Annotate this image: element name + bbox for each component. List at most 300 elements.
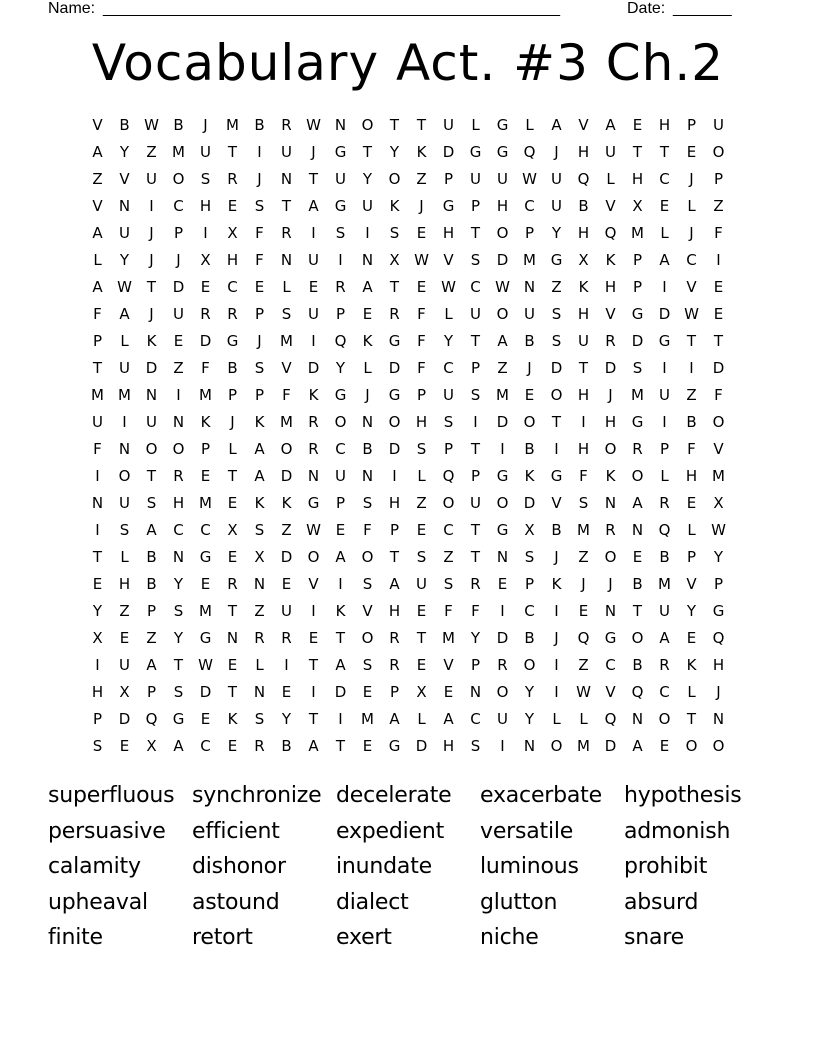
grid-letter: W bbox=[198, 656, 213, 674]
grid-letter: G bbox=[226, 332, 239, 350]
grid-letter: T bbox=[362, 143, 373, 161]
grid-letter: U bbox=[119, 359, 130, 377]
grid-letter: D bbox=[199, 332, 212, 350]
grid-letter: H bbox=[388, 602, 401, 620]
grid-letter: E bbox=[416, 224, 427, 242]
grid-letter: I bbox=[716, 251, 721, 269]
grid-letter: B bbox=[524, 629, 535, 647]
grid-letter: Y bbox=[713, 548, 724, 566]
word-bank-item: glutton bbox=[480, 889, 558, 915]
grid-letter: Y bbox=[173, 629, 184, 647]
grid-letter: J bbox=[689, 170, 694, 188]
word-bank-item: expedient bbox=[336, 818, 445, 844]
grid-letter: Z bbox=[497, 359, 508, 377]
grid-letter: R bbox=[335, 278, 346, 296]
grid-letter: N bbox=[712, 710, 725, 728]
grid-letter: B bbox=[119, 116, 130, 134]
grid-letter: G bbox=[199, 548, 212, 566]
grid-letter: C bbox=[470, 278, 481, 296]
word-bank-item: inundate bbox=[336, 854, 432, 879]
grid-letter: K bbox=[389, 197, 400, 215]
grid-letter: U bbox=[470, 170, 481, 188]
word-bank-item: superfluous bbox=[48, 783, 175, 808]
grid-letter: T bbox=[146, 278, 157, 296]
grid-letter: Y bbox=[362, 170, 373, 188]
grid-letter: E bbox=[92, 575, 103, 593]
grid-letter: O bbox=[658, 710, 671, 728]
grid-letter: U bbox=[470, 494, 481, 512]
grid-letter: Q bbox=[145, 710, 158, 728]
grid-letter: R bbox=[308, 440, 319, 458]
grid-letter: U bbox=[281, 143, 292, 161]
grid-letter: O bbox=[712, 413, 725, 431]
name-label: Name: bbox=[48, 0, 96, 17]
grid-letter: U bbox=[92, 413, 103, 431]
grid-letter: J bbox=[527, 359, 532, 377]
grid-letter: Y bbox=[335, 359, 346, 377]
grid-letter: A bbox=[659, 629, 670, 647]
grid-letter: I bbox=[365, 224, 370, 242]
grid-letter: J bbox=[554, 629, 559, 647]
grid-letter: H bbox=[712, 656, 725, 674]
grid-letter: T bbox=[308, 170, 319, 188]
grid-letter: V bbox=[578, 116, 589, 134]
grid-letter: A bbox=[308, 737, 319, 755]
grid-letter: D bbox=[604, 737, 617, 755]
grid-letter: W bbox=[711, 521, 726, 539]
grid-letter: T bbox=[92, 359, 103, 377]
grid-letter: B bbox=[524, 440, 535, 458]
grid-letter: C bbox=[173, 197, 184, 215]
grid-letter: P bbox=[416, 386, 427, 404]
grid-letter: P bbox=[659, 440, 670, 458]
grid-letter: D bbox=[199, 683, 212, 701]
grid-letter: T bbox=[578, 359, 589, 377]
grid-letter: G bbox=[307, 494, 320, 512]
grid-letter: R bbox=[497, 656, 508, 674]
grid-letter: Y bbox=[524, 683, 535, 701]
grid-letter: E bbox=[416, 521, 427, 539]
grid-row bbox=[84, 382, 732, 409]
grid-letter: N bbox=[631, 521, 644, 539]
grid-letter: P bbox=[470, 197, 481, 215]
grid-letter: P bbox=[92, 710, 103, 728]
grid-letter: S bbox=[524, 548, 535, 566]
grid-letter: M bbox=[199, 602, 212, 620]
grid-letter: Y bbox=[119, 251, 130, 269]
grid-letter: R bbox=[389, 629, 400, 647]
grid-letter: N bbox=[523, 278, 536, 296]
grid-letter: H bbox=[577, 224, 590, 242]
grid-letter: S bbox=[173, 602, 184, 620]
grid-letter: A bbox=[659, 251, 670, 269]
grid-letter: A bbox=[92, 278, 103, 296]
word-bank-item: finite bbox=[48, 925, 103, 950]
grid-letter: E bbox=[659, 197, 670, 215]
grid-letter: E bbox=[227, 737, 238, 755]
page-title: Vocabulary Act. #3 Ch.2 bbox=[91, 34, 725, 92]
grid-letter: T bbox=[389, 116, 400, 134]
grid-letter: P bbox=[470, 467, 481, 485]
grid-letter: U bbox=[119, 494, 130, 512]
grid-letter: R bbox=[605, 521, 616, 539]
grid-letter: K bbox=[200, 413, 211, 431]
word-bank-item: hypothesis bbox=[624, 783, 742, 808]
grid-letter: E bbox=[686, 494, 697, 512]
grid-letter: M bbox=[496, 386, 509, 404]
grid-letter: O bbox=[361, 629, 374, 647]
grid-letter: C bbox=[686, 251, 697, 269]
grid-letter: T bbox=[227, 143, 238, 161]
grid-letter: E bbox=[200, 278, 211, 296]
grid-letter: J bbox=[149, 224, 154, 242]
grid-letter: J bbox=[608, 386, 613, 404]
grid-letter: D bbox=[145, 359, 158, 377]
grid-letter: Z bbox=[173, 359, 184, 377]
grid-letter: N bbox=[253, 575, 266, 593]
grid-letter: D bbox=[550, 359, 563, 377]
grid-letter: D bbox=[658, 305, 671, 323]
grid-letter: Y bbox=[281, 710, 292, 728]
grid-letter: K bbox=[605, 467, 616, 485]
grid-letter: F bbox=[579, 467, 588, 485]
grid-letter: J bbox=[257, 170, 262, 188]
grid-letter: B bbox=[254, 116, 265, 134]
grid-letter: N bbox=[253, 683, 266, 701]
grid-letter: R bbox=[281, 116, 292, 134]
grid-letter: R bbox=[659, 494, 670, 512]
grid-letter: W bbox=[117, 278, 132, 296]
grid-letter: U bbox=[443, 386, 454, 404]
grid-letter: P bbox=[713, 575, 724, 593]
grid-letter: S bbox=[416, 548, 427, 566]
grid-row bbox=[84, 679, 732, 706]
grid-letter: I bbox=[662, 278, 667, 296]
grid-letter: I bbox=[500, 602, 505, 620]
grid-row bbox=[84, 625, 732, 652]
grid-letter: X bbox=[713, 494, 724, 512]
grid-letter: U bbox=[119, 224, 130, 242]
grid-letter: C bbox=[605, 656, 616, 674]
grid-letter: D bbox=[496, 629, 509, 647]
grid-letter: M bbox=[199, 386, 212, 404]
grid-letter: Y bbox=[470, 629, 481, 647]
grid-letter: O bbox=[334, 413, 347, 431]
grid-letter: T bbox=[92, 548, 103, 566]
grid-letter: D bbox=[712, 359, 725, 377]
grid-letter: L bbox=[552, 710, 561, 728]
grid-letter: D bbox=[172, 278, 185, 296]
grid-letter: K bbox=[227, 710, 238, 728]
grid-letter: K bbox=[578, 278, 589, 296]
grid-letter: L bbox=[417, 710, 426, 728]
grid-letter: I bbox=[284, 656, 289, 674]
grid-letter: N bbox=[604, 602, 617, 620]
grid-letter: T bbox=[308, 710, 319, 728]
grid-letter: B bbox=[686, 413, 697, 431]
grid-letter: K bbox=[254, 494, 265, 512]
grid-letter: T bbox=[470, 332, 481, 350]
grid-letter: T bbox=[659, 143, 670, 161]
grid-letter: Q bbox=[577, 629, 590, 647]
grid-letter: S bbox=[632, 359, 643, 377]
grid-letter: Z bbox=[146, 143, 157, 161]
grid-letter: N bbox=[361, 413, 374, 431]
grid-letter: C bbox=[443, 359, 454, 377]
grid-letter: H bbox=[442, 737, 455, 755]
grid-letter: H bbox=[658, 116, 671, 134]
grid-letter: U bbox=[173, 305, 184, 323]
grid-letter: N bbox=[496, 548, 509, 566]
grid-letter: B bbox=[524, 332, 535, 350]
grid-letter: N bbox=[307, 467, 320, 485]
grid-letter: S bbox=[254, 197, 265, 215]
grid-letter: N bbox=[172, 548, 185, 566]
grid-letter: J bbox=[689, 224, 694, 242]
grid-letter: F bbox=[201, 359, 210, 377]
grid-row bbox=[84, 409, 732, 436]
grid-letter: H bbox=[685, 467, 698, 485]
grid-letter: G bbox=[334, 197, 347, 215]
grid-row bbox=[84, 517, 732, 544]
grid-letter: T bbox=[686, 710, 697, 728]
grid-letter: S bbox=[254, 359, 265, 377]
grid-letter: C bbox=[659, 683, 670, 701]
grid-letter: F bbox=[714, 224, 723, 242]
grid-letter: A bbox=[254, 440, 265, 458]
grid-letter: B bbox=[281, 737, 292, 755]
grid-letter: V bbox=[362, 602, 373, 620]
grid-letter: T bbox=[335, 737, 346, 755]
grid-letter: M bbox=[712, 467, 725, 485]
grid-letter: Q bbox=[523, 143, 536, 161]
grid-letter: R bbox=[227, 305, 238, 323]
grid-letter: J bbox=[149, 251, 154, 269]
grid-letter: L bbox=[228, 440, 237, 458]
word-bank-item: astound bbox=[192, 889, 280, 915]
grid-row bbox=[84, 220, 732, 247]
grid-letter: I bbox=[554, 656, 559, 674]
grid-letter: E bbox=[659, 737, 670, 755]
grid-letter: H bbox=[415, 413, 428, 431]
grid-letter: F bbox=[687, 440, 696, 458]
grid-letter: R bbox=[227, 575, 238, 593]
grid-letter: N bbox=[226, 629, 239, 647]
grid-row bbox=[84, 463, 732, 490]
grid-letter: H bbox=[388, 494, 401, 512]
grid-letter: H bbox=[226, 251, 239, 269]
grid-letter: F bbox=[444, 602, 453, 620]
grid-letter: O bbox=[442, 494, 455, 512]
grid-letter: P bbox=[443, 170, 454, 188]
grid-letter: F bbox=[282, 386, 291, 404]
grid-letter: F bbox=[417, 359, 426, 377]
grid-letter: G bbox=[469, 143, 482, 161]
grid-row bbox=[84, 706, 732, 733]
grid-letter: G bbox=[496, 116, 509, 134]
grid-letter: Y bbox=[686, 602, 697, 620]
grid-letter: D bbox=[496, 251, 509, 269]
grid-letter: Q bbox=[604, 224, 617, 242]
grid-letter: M bbox=[577, 521, 590, 539]
grid-letter: A bbox=[254, 467, 265, 485]
grid-letter: W bbox=[684, 305, 699, 323]
grid-letter: I bbox=[95, 467, 100, 485]
grid-letter: E bbox=[119, 629, 130, 647]
grid-letter: D bbox=[496, 413, 509, 431]
grid-letter: F bbox=[471, 602, 480, 620]
grid-letter: T bbox=[308, 656, 319, 674]
grid-letter: E bbox=[308, 629, 319, 647]
grid-letter: I bbox=[338, 251, 343, 269]
grid-letter: T bbox=[470, 440, 481, 458]
grid-letter: S bbox=[470, 251, 481, 269]
grid-letter: K bbox=[281, 494, 292, 512]
grid-row bbox=[84, 436, 732, 463]
grid-letter: Y bbox=[551, 224, 562, 242]
grid-letter: R bbox=[227, 170, 238, 188]
grid-letter: V bbox=[92, 116, 103, 134]
grid-letter: A bbox=[335, 656, 346, 674]
grid-letter: I bbox=[500, 440, 505, 458]
grid-letter: E bbox=[443, 683, 454, 701]
grid-letter: C bbox=[470, 710, 481, 728]
word-bank bbox=[48, 780, 768, 958]
grid-letter: B bbox=[146, 575, 157, 593]
grid-letter: X bbox=[578, 251, 589, 269]
grid-letter: P bbox=[173, 224, 184, 242]
grid-letter: S bbox=[362, 575, 373, 593]
date-blank-line: _______ bbox=[673, 0, 732, 17]
grid-letter: U bbox=[119, 656, 130, 674]
grid-letter: W bbox=[441, 278, 456, 296]
grid-letter: S bbox=[92, 737, 103, 755]
grid-letter: U bbox=[362, 197, 373, 215]
grid-letter: I bbox=[392, 467, 397, 485]
grid-letter: L bbox=[93, 251, 102, 269]
grid-letter: K bbox=[524, 467, 535, 485]
grid-letter: S bbox=[470, 737, 481, 755]
grid-letter: D bbox=[388, 359, 401, 377]
grid-letter: Z bbox=[92, 170, 103, 188]
grid-letter: T bbox=[470, 548, 481, 566]
grid-letter: E bbox=[254, 278, 265, 296]
grid-letter: I bbox=[662, 359, 667, 377]
grid-letter: D bbox=[388, 440, 401, 458]
grid-letter: J bbox=[554, 548, 559, 566]
grid-letter: X bbox=[254, 548, 265, 566]
word-bank-item: persuasive bbox=[48, 818, 166, 844]
grid-letter: E bbox=[335, 521, 346, 539]
grid-letter: P bbox=[200, 440, 211, 458]
grid-letter: G bbox=[496, 143, 509, 161]
grid-letter: J bbox=[230, 413, 235, 431]
grid-letter: Z bbox=[578, 548, 589, 566]
grid-letter: D bbox=[442, 143, 455, 161]
word-bank-item: snare bbox=[624, 925, 684, 950]
grid-letter: Z bbox=[416, 494, 427, 512]
grid-letter: E bbox=[686, 143, 697, 161]
grid-letter: P bbox=[227, 386, 238, 404]
grid-letter: O bbox=[496, 683, 509, 701]
grid-letter: O bbox=[712, 143, 725, 161]
grid-letter: K bbox=[686, 656, 697, 674]
grid-letter: O bbox=[388, 170, 401, 188]
grid-letter: Q bbox=[604, 710, 617, 728]
word-bank-item: prohibit bbox=[624, 854, 708, 879]
grid-letter: X bbox=[632, 197, 643, 215]
grid-letter: T bbox=[713, 332, 724, 350]
grid-letter: I bbox=[338, 710, 343, 728]
grid-letter: N bbox=[118, 197, 131, 215]
grid-letter: T bbox=[335, 629, 346, 647]
grid-letter: Q bbox=[658, 521, 671, 539]
grid-letter: U bbox=[659, 602, 670, 620]
grid-letter: G bbox=[172, 710, 185, 728]
grid-letter: G bbox=[442, 197, 455, 215]
grid-letter: O bbox=[145, 440, 158, 458]
grid-letter: H bbox=[91, 683, 104, 701]
grid-letter: R bbox=[605, 332, 616, 350]
grid-letter: G bbox=[550, 467, 563, 485]
grid-letter: B bbox=[659, 548, 670, 566]
word-bank-item: upheaval bbox=[48, 889, 148, 915]
grid-letter: E bbox=[227, 656, 238, 674]
grid-letter: A bbox=[146, 656, 157, 674]
grid-row bbox=[84, 247, 732, 274]
grid-letter: J bbox=[581, 575, 586, 593]
grid-letter: O bbox=[307, 548, 320, 566]
grid-letter: N bbox=[145, 386, 158, 404]
grid-letter: T bbox=[416, 629, 427, 647]
grid-letter: S bbox=[443, 575, 454, 593]
grid-letter: M bbox=[280, 332, 293, 350]
grid-letter: S bbox=[389, 224, 400, 242]
grid-letter: O bbox=[361, 548, 374, 566]
grid-letter: T bbox=[227, 467, 238, 485]
grid-letter: Y bbox=[119, 143, 130, 161]
word-bank-item: niche bbox=[480, 925, 539, 950]
grid-letter: G bbox=[631, 413, 644, 431]
grid-letter: P bbox=[389, 521, 400, 539]
word-bank-item: exacerbate bbox=[480, 783, 602, 808]
grid-letter: O bbox=[604, 440, 617, 458]
grid-letter: B bbox=[632, 575, 643, 593]
name-blank-line: _______________________________________________________ bbox=[103, 0, 560, 17]
grid-row bbox=[84, 544, 732, 571]
grid-letter: E bbox=[686, 629, 697, 647]
word-bank-item: retort bbox=[192, 925, 253, 950]
grid-letter: H bbox=[172, 494, 185, 512]
grid-letter: E bbox=[416, 656, 427, 674]
grid-letter: X bbox=[416, 683, 427, 701]
grid-letter: M bbox=[658, 575, 671, 593]
grid-letter: V bbox=[443, 656, 454, 674]
grid-letter: H bbox=[118, 575, 131, 593]
grid-letter: O bbox=[631, 467, 644, 485]
grid-letter: D bbox=[280, 548, 293, 566]
grid-letter: M bbox=[577, 737, 590, 755]
grid-letter: O bbox=[685, 737, 698, 755]
grid-letter: S bbox=[119, 521, 130, 539]
grid-letter: F bbox=[93, 440, 102, 458]
grid-letter: Z bbox=[119, 602, 130, 620]
grid-letter: Z bbox=[551, 278, 562, 296]
grid-letter: N bbox=[280, 251, 293, 269]
grid-letter: A bbox=[605, 116, 616, 134]
grid-letter: G bbox=[388, 332, 401, 350]
grid-letter: I bbox=[311, 602, 316, 620]
